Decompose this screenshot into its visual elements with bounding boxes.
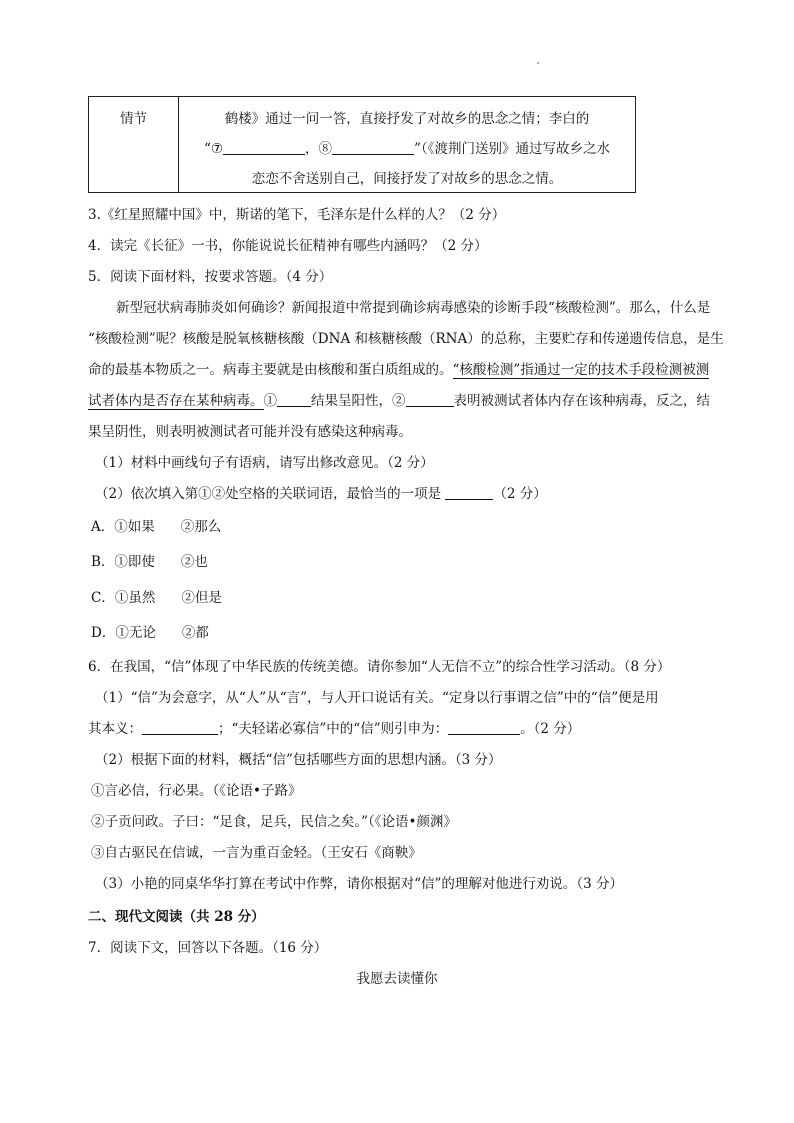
- question-5-sub-2-a: （2）依次填入第①②处空格的关联词语，最恰当的一项是: [95, 486, 446, 502]
- question-6-sub-1-line-2: [88, 717, 580, 737]
- question-5-title: 5．阅读下面材料，按要求答题。（4 分）: [88, 269, 333, 285]
- blank-1[interactable]: [277, 392, 311, 407]
- table-line-2: [179, 137, 635, 157]
- question-5-sub-2: [95, 482, 547, 502]
- question-6-sub-1-d: 。（2 分）: [520, 721, 581, 737]
- material-line-1: 新型冠状病毒肺炎如何确诊？新闻报道中常提到确诊病毒感染的诊断手段“核酸检测”。那么，什么是: [116, 300, 711, 316]
- option-b-1: B．①即使: [91, 554, 155, 570]
- material-line-4-c: 结果呈阳性，②: [311, 393, 406, 409]
- essay-title: 我愿去读懂你: [356, 971, 438, 987]
- option-d-2: ②都: [181, 625, 209, 641]
- material-quote-3: ③自古驱民在信诚，一言为重百金轻。（王安石《商鞅》: [91, 845, 422, 861]
- option-c-2: ②但是: [181, 590, 222, 606]
- option-a-2: ②那么: [180, 519, 222, 535]
- question-6-sub-1-b: 其本义：: [88, 721, 142, 737]
- material-line-5: 果呈阴性，则表明被测试者可能并没有感染这种病毒。: [88, 424, 412, 440]
- question-6-title: 6．在我国，“信”体现了中华民族的传统美德。请你参加“人无信不立”的综合性学习活动。（8 分）: [88, 659, 671, 675]
- question-6-sub-1-c: ；“夫轻诺必寡信”中的“信”则引申为：: [218, 721, 449, 737]
- question-5-sub-1: （1）材料中画线句子有语病，请写出修改意见。（2 分）: [95, 455, 434, 471]
- blank-meaning-2[interactable]: [448, 720, 520, 735]
- scan-dot: [537, 62, 539, 64]
- answer-blank[interactable]: [445, 485, 493, 500]
- option-d[interactable]: [91, 621, 209, 641]
- material-line-3: [88, 358, 709, 378]
- material-line-4-d: 表明被测试者体内存在该种病毒，反之，结: [453, 393, 710, 409]
- option-c-1: C．①虽然: [91, 590, 156, 606]
- blank-7[interactable]: [223, 140, 305, 155]
- blank-meaning-1[interactable]: [142, 720, 218, 735]
- option-a[interactable]: [91, 515, 221, 535]
- question-3: 3.《红星照耀中国》中，斯诺的笔下，毛泽东是什么样的人？（2 分）: [88, 207, 506, 223]
- option-d-1: D．①无论: [91, 625, 156, 641]
- material-line-2: “核酸检测”呢？核酸是脱氧核糖核酸（DNA 和核糖核酸（RNA）的总称，主要贮存和传递遗传信息，是生: [88, 331, 724, 347]
- material-line-4: [88, 389, 710, 409]
- material-quote-2: ②子贡问政。子曰：“足食，足兵，民信之矣。”（《论语•颜渊》: [91, 814, 458, 830]
- question-7: 7．阅读下文，回答以下各题。（16 分）: [88, 940, 328, 956]
- option-b[interactable]: [91, 550, 208, 570]
- table-line-1: 鹤楼》通过一问一答，直接抒发了对故乡的思念之情；李白的: [224, 111, 590, 127]
- question-6-sub-1-line-1: （1）“信”为会意字，从“人”从“言”，与人开口说话有关。“定身以行事谓之信”中的“信”便是用: [95, 690, 659, 706]
- option-a-1: A．①如果: [91, 519, 155, 535]
- info-table: [88, 96, 636, 193]
- material-quote-1: ①言必信，行必果。（《论语•子路》: [91, 783, 302, 799]
- underlined-sentence-part-1: “核酸检测”指通过一定的技术手段检测被测: [452, 362, 710, 378]
- blank-8[interactable]: [332, 140, 414, 155]
- question-4: 4．读完《长征》一书，你能说说长征精神有哪些内涵吗？（2 分）: [88, 238, 488, 254]
- question-5-sub-2-b: （2 分）: [493, 486, 547, 502]
- material-line-3-a: 命的最基本物质之一。病毒主要就是由核酸和蛋白质组成的。: [88, 362, 453, 378]
- material-line-4-b: ①: [263, 393, 277, 409]
- table-label-cell: [89, 97, 179, 192]
- question-6-sub-3: （3）小艳的同桌华华打算在考试中作弊，请你根据对“信”的理解对他进行劝说。（3 分）: [95, 876, 624, 892]
- option-c[interactable]: [91, 586, 222, 606]
- table-line-3: 恋恋不舍送别自己，间接抒发了对故乡的思念之情。: [251, 171, 563, 187]
- table-label: 情节: [120, 111, 147, 127]
- section-heading: 二、现代文阅读（共 28 分）: [88, 909, 265, 925]
- question-6-sub-2: （2）根据下面的材料，概括“信”包括哪些方面的思想内涵。（3 分）: [95, 752, 502, 768]
- table-line-2-c: ”（《渡荆门送别》通过写故乡之水: [414, 141, 610, 157]
- underlined-sentence-part-2: 试者体内是否存在某种病毒。: [88, 393, 264, 409]
- blank-2[interactable]: [406, 392, 454, 407]
- table-line-2-b: ，⑧: [305, 141, 333, 157]
- table-line-2-a: “⑦: [204, 141, 224, 157]
- option-b-2: ②也: [180, 554, 208, 570]
